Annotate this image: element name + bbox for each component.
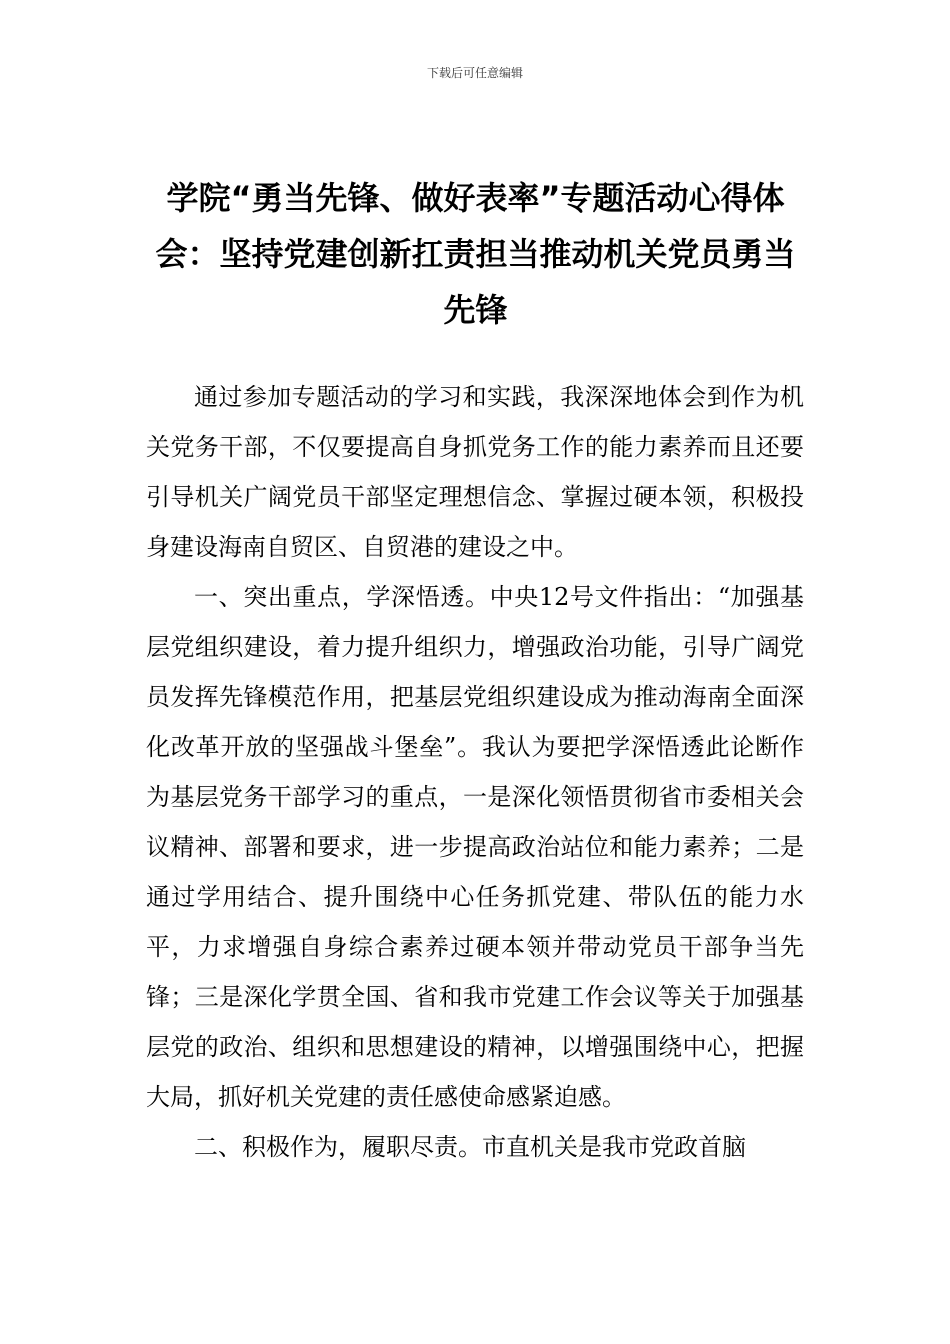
paragraph-section-one: 一、突出重点，学深悟透。中央12号文件指出：“加强基层党组织建设，着力提升组织力，增强政治功能，引导广阔党员发挥先锋模范作用，把基层党组织建设成为推动海南全面深化改革开放的坚强战斗堡垒”。我认为要把学深悟透此论断作为基层党务干部学习的重点，一是深化领悟贯彻省市委相关会议精神、部署和要求，进一步提高政治站位和能力素养；二是通过学用结合、提升围绕中心任务抓党建、带队伍的能力水平，力求增强自身综合素养过硬本领并带动党员干部争当先锋；三是深化学贯全国、省和我市党建工作会议等关于加强基层党的政治、组织和思想建设的精神，以增强围绕中心，把握大局，抓好机关党建的责任感使命感紧迫感。: [146, 583, 804, 1111]
document-body: [146, 372, 804, 1172]
document-title: 学院“勇当先锋、做好表率”专题活动心得体会：坚持党建创新扛责担当推动机关党员勇当先锋: [155, 179, 796, 329]
paragraph-section-two: 二、积极作为，履职尽责。市直机关是我市党政首脑: [194, 1133, 746, 1161]
paragraph-intro: 通过参加专题活动的学习和实践，我深深地体会到作为机关党务干部，不仅要提高自身抓党务工作的能力素养而且还要引导机关广阔党员干部坚定理想信念、掌握过硬本领，积极投身建设海南自贸区、自贸港的建设之中。: [146, 383, 804, 561]
header-note: 下载后可任意编辑: [426, 66, 523, 80]
